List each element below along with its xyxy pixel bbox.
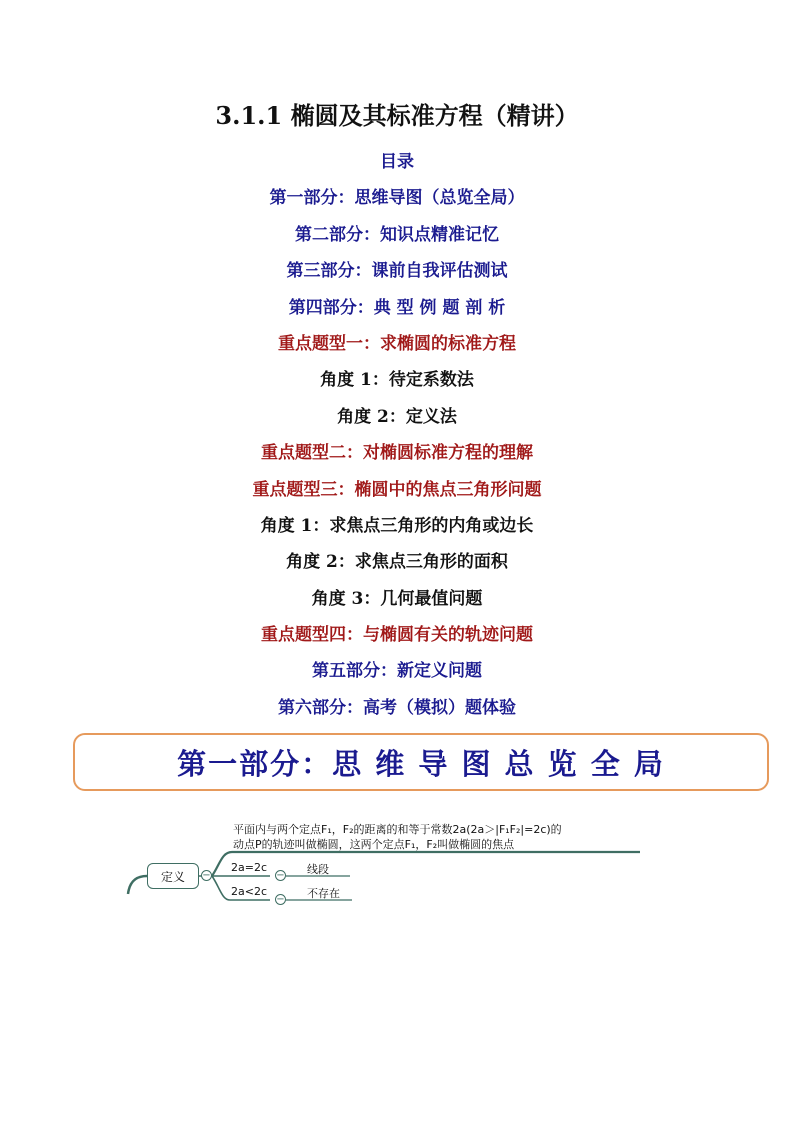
toc-item[interactable]: 第四部分：典 型 例 题 剖 析 bbox=[288, 297, 506, 318]
root-connector bbox=[128, 876, 147, 894]
toc-item[interactable]: 第一部分：思维导图（总览全局） bbox=[269, 188, 525, 209]
branch2-result: 不存在 bbox=[307, 887, 340, 900]
collapse-icon[interactable]: − bbox=[276, 869, 285, 881]
document-title: 3.1.1 椭圆及其标准方程（精讲） bbox=[215, 101, 579, 130]
toc-item[interactable]: 角度 1：求焦点三角形的内角或边长 bbox=[260, 515, 534, 536]
toc-item[interactable]: 重点题型三：椭圆中的焦点三角形问题 bbox=[252, 479, 542, 500]
definition-text-line1: 平面内与两个定点F₁，F₂的距离的和等于常数2a(2a＞|F₁F₂|=2c)的 bbox=[233, 823, 562, 836]
table-of-contents bbox=[0, 150, 794, 732]
mind-map bbox=[120, 812, 680, 922]
collapse-icon[interactable]: − bbox=[276, 893, 285, 905]
branch2-condition: 2a<2c bbox=[231, 885, 268, 898]
toc-item[interactable]: 第三部分：课前自我评估测试 bbox=[286, 261, 508, 282]
definition-node[interactable]: 定义 bbox=[147, 863, 199, 889]
toc-item[interactable]: 角度 3：几何最值问题 bbox=[311, 588, 483, 609]
toc-item[interactable]: 角度 2：定义法 bbox=[337, 406, 457, 427]
toc-item[interactable]: 重点题型四：与椭圆有关的轨迹问题 bbox=[261, 625, 533, 646]
banner-title: 第一部分：思 维 导 图 总 览 全 局 bbox=[177, 746, 665, 781]
branch1-result: 线段 bbox=[307, 863, 329, 876]
toc-item[interactable]: 重点题型一：求椭圆的标准方程 bbox=[278, 333, 516, 354]
section-banner bbox=[73, 733, 769, 791]
branch1-condition: 2a=2c bbox=[231, 861, 268, 874]
toc-item[interactable]: 第六部分：高考（模拟）题体验 bbox=[278, 697, 516, 718]
toc-item[interactable]: 角度 2：求焦点三角形的面积 bbox=[286, 552, 508, 573]
toc-heading: 目录 bbox=[380, 152, 414, 172]
toc-item[interactable]: 第五部分：新定义问题 bbox=[312, 661, 482, 682]
toc-item[interactable]: 重点题型二：对椭圆标准方程的理解 bbox=[261, 443, 533, 464]
definition-text-line2: 动点P的轨迹叫做椭圆，这两个定点F₁，F₂叫做椭圆的焦点 bbox=[233, 838, 515, 851]
collapse-icon[interactable]: − bbox=[202, 869, 211, 881]
toc-item[interactable]: 第二部分：知识点精准记忆 bbox=[295, 224, 499, 245]
toc-item[interactable]: 角度 1：待定系数法 bbox=[320, 370, 474, 391]
